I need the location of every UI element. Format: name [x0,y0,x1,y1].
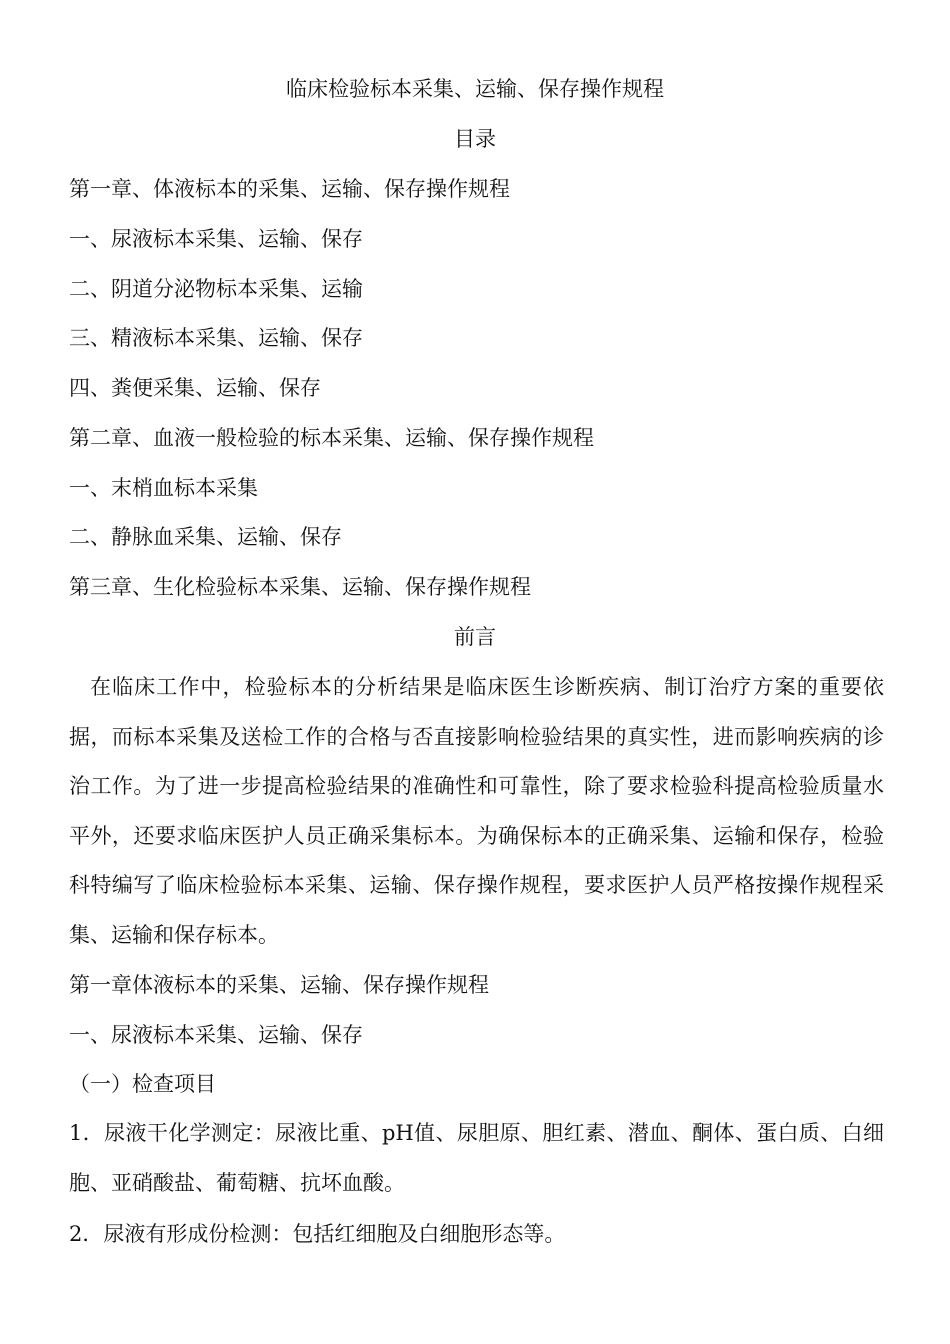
toc-item-chapter-2: 第二章、血液一般检验的标本采集、运输、保存操作规程 [69,426,594,450]
section-1-heading: 一、尿液标本采集、运输、保存 [69,1023,363,1047]
toc-item-chapter-3: 第三章、生化检验标本采集、运输、保存操作规程 [69,575,531,599]
toc-heading: 目录 [454,127,496,151]
toc-item-venous-blood: 二、静脉血采集、运输、保存 [69,525,342,549]
toc-item-peripheral-blood: 一、末梢血标本采集 [69,476,258,500]
toc-item-chapter-1: 第一章、体液标本的采集、运输、保存操作规程 [69,177,510,201]
item-2-paragraph: 2．尿液有形成份检测：包括红细胞及白细胞形态等。 [69,1222,566,1246]
toc-item-stool: 四、粪便采集、运输、保存 [69,376,321,400]
item-1-paragraph: 1．尿液干化学测定：尿液比重、pH值、尿胆原、胆红素、潜血、酮体、蛋白质、白细胞、亚硝酸盐、葡萄糖、抗坏血酸。 [69,1121,884,1195]
toc-item-urine: 一、尿液标本采集、运输、保存 [69,227,363,251]
document-title: 临床检验标本采集、运输、保存操作规程 [286,77,664,101]
toc-item-vaginal-secretion: 二、阴道分泌物标本采集、运输 [69,277,363,301]
preface-paragraph: 在临床工作中，检验标本的分析结果是临床医生诊断疾病、制订治疗方案的重要依据，而标本采集及送检工作的合格与否直接影响检验结果的真实性，进而影响疾病的诊治工作。为了进一步提高检验结果的准确性和可靠性，除了要求检验科提高检验质量水平外，还要求临床医护人员正确采集标本。为确保标本的正确采集、运输和保存，检验科特编写了临床检验标本采集、运输、保存操作规程，要求医护人员严格按操作规程采集、运输和保存标本。 [69,675,884,947]
chapter-1-heading: 第一章体液标本的采集、运输、保存操作规程 [69,973,489,997]
preface-heading: 前言 [454,625,496,649]
subsection-1-heading: （一）检查项目 [69,1072,216,1096]
toc-item-semen: 三、精液标本采集、运输、保存 [69,326,363,350]
